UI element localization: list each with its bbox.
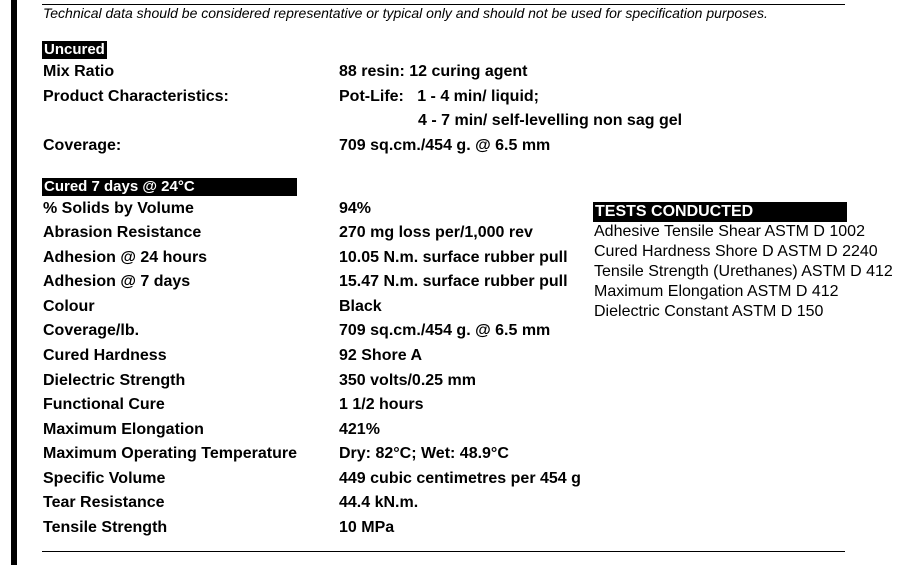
- bottom-rule: [42, 551, 845, 552]
- spec-label: Colour: [43, 298, 95, 315]
- spec-label: Maximum Elongation: [43, 421, 204, 438]
- spec-value: 270 mg loss per/1,000 rev: [339, 224, 533, 241]
- spec-row-mix-ratio: [43, 61, 603, 83]
- spec-label: Adhesion @ 7 days: [43, 273, 191, 290]
- spec-value: 88 resin: 12 curing agent: [339, 63, 528, 80]
- spec-row: [43, 198, 603, 220]
- spec-label: Mix Ratio: [43, 63, 115, 80]
- spec-row: [43, 468, 603, 490]
- spec-value: 44.4 kN.m.: [339, 494, 419, 511]
- spec-value: 449 cubic centimetres per 454 g: [339, 470, 581, 487]
- test-item: Tensile Strength (Urethanes) ASTM D 412: [594, 263, 893, 280]
- spec-row: [43, 419, 603, 441]
- spec-value: 709 sq.cm./454 g. @ 6.5 mm: [339, 137, 551, 154]
- spec-value: 421%: [339, 421, 380, 438]
- spec-value: 709 sq.cm./454 g. @ 6.5 mm: [339, 322, 551, 339]
- spec-label: Functional Cure: [43, 396, 165, 413]
- spec-value: Pot-Life: 1 - 4 min/ liquid;: [339, 88, 539, 105]
- spec-row: [43, 271, 603, 293]
- spec-label: Tear Resistance: [43, 494, 165, 511]
- test-item: Adhesive Tensile Shear ASTM D 1002: [594, 223, 865, 240]
- spec-label: Coverage:: [43, 137, 122, 154]
- spec-value: Dry: 82°C; Wet: 48.9°C: [339, 445, 509, 462]
- test-item: Dielectric Constant ASTM D 150: [594, 303, 824, 320]
- spec-label: Product Characteristics:: [43, 88, 229, 105]
- spec-row: [43, 247, 603, 269]
- spec-label: Tensile Strength: [43, 519, 168, 536]
- cured-heading: Cured 7 days @ 24°C: [42, 178, 297, 196]
- spec-row: [43, 492, 603, 514]
- spec-value: 1 1/2 hours: [339, 396, 424, 413]
- pot-life-gel-line: 4 - 7 min/ self-levelling non sag gel: [418, 112, 683, 129]
- spec-row: [43, 296, 603, 318]
- spec-row: [43, 345, 603, 367]
- spec-value: 350 volts/0.25 mm: [339, 372, 476, 389]
- spec-label: Specific Volume: [43, 470, 166, 487]
- spec-value: Black: [339, 298, 382, 315]
- spec-value: 94%: [339, 200, 372, 217]
- spec-label: Dielectric Strength: [43, 372, 186, 389]
- tests-conducted-heading: TESTS CONDUCTED: [593, 202, 847, 222]
- spec-label: Cured Hardness: [43, 347, 167, 364]
- spec-row: [43, 394, 603, 416]
- spec-row-product-characteristics: [43, 86, 603, 108]
- spec-row: [43, 320, 603, 342]
- disclaimer-text: Technical data should be considered representative or typical only and should not be used for specification purposes.: [43, 5, 768, 21]
- spec-row: [43, 222, 603, 244]
- spec-row: [43, 517, 603, 539]
- tests-list: [594, 222, 893, 322]
- spec-value: 15.47 N.m. surface rubber pull: [339, 273, 568, 290]
- spec-label: Adhesion @ 24 hours: [43, 249, 208, 266]
- left-margin-bar: [11, 0, 17, 565]
- spec-value: 92 Shore A: [339, 347, 422, 364]
- spec-row: [43, 370, 603, 392]
- uncured-heading: Uncured: [44, 41, 105, 58]
- spec-label: Abrasion Resistance: [43, 224, 202, 241]
- spec-value: 10 MPa: [339, 519, 395, 536]
- spec-label: Maximum Operating Temperature: [43, 445, 297, 462]
- test-item: Maximum Elongation ASTM D 412: [594, 283, 839, 300]
- spec-row-coverage: [43, 135, 603, 157]
- spec-value: 10.05 N.m. surface rubber pull: [339, 249, 568, 266]
- test-item: Cured Hardness Shore D ASTM D 2240: [594, 243, 878, 260]
- spec-label: Coverage/lb.: [43, 322, 140, 339]
- spec-row: [43, 443, 603, 465]
- spec-label: % Solids by Volume: [43, 200, 194, 217]
